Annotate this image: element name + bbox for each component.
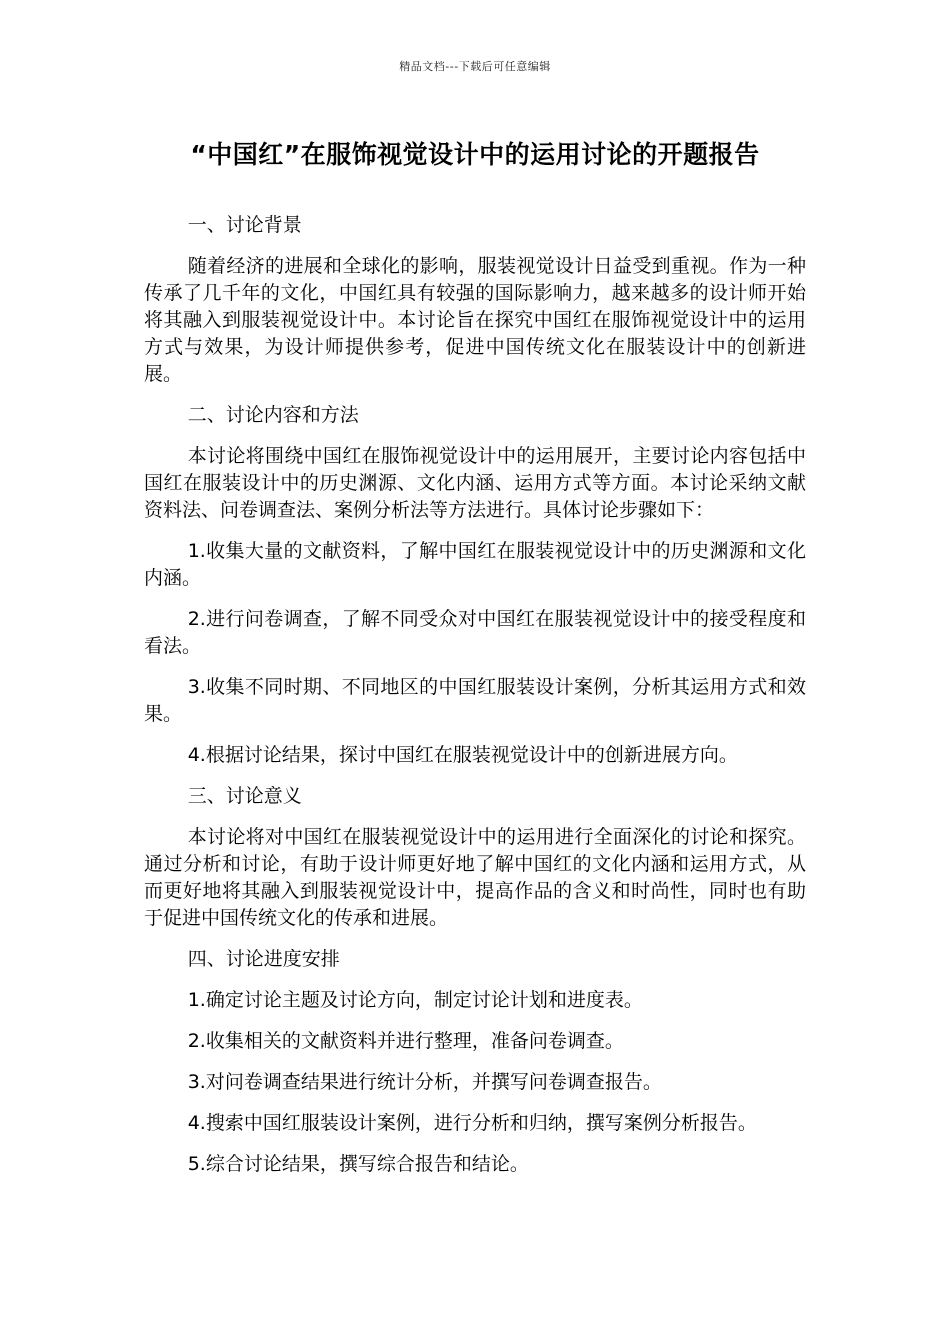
step-item: 2.进行问卷调查，了解不同受众对中国红在服装视觉设计中的接受程度和看法。	[144, 608, 806, 657]
document-body	[144, 212, 806, 1192]
step-item: 3.收集不同时期、不同地区的中国红服装设计案例，分析其运用方式和效果。	[144, 676, 806, 725]
paragraph-background: 随着经济的进展和全球化的影响，服装视觉设计日益受到重视。作为一种传承了几千年的文化，中国红具有较强的国际影响力，越来越多的设计师开始将其融入到服装视觉设计中。本讨论旨在探究中国红在服饰视觉设计中的运用方式与效果，为设计师提供参考，促进中国传统文化在服装设计中的创新进展。	[144, 255, 806, 385]
schedule-item: 5.综合讨论结果，撰写综合报告和结论。	[187, 1153, 529, 1175]
paragraph-significance: 本讨论将对中国红在服装视觉设计中的运用进行全面深化的讨论和探究。通过分析和讨论，有助于设计师更好地了解中国红的文化内涵和运用方式，从而更好地将其融入到服装视觉设计中，提高作品的含义和时尚性，同时也有助于促进中国传统文化的传承和进展。	[144, 826, 806, 929]
section-heading-background: 一、讨论背景	[187, 214, 302, 236]
schedule-item: 3.对问卷调查结果进行统计分析，并撰写问卷调查报告。	[187, 1071, 662, 1093]
schedule-item: 1.确定讨论主题及讨论方向，制定讨论计划和进度表。	[187, 989, 643, 1011]
document-title: “中国红”在服饰视觉设计中的运用讨论的开题报告	[190, 140, 760, 169]
step-item: 1.收集大量的文献资料，了解中国红在服装视觉设计中的历史渊源和文化内涵。	[144, 540, 806, 589]
section-heading-significance: 三、讨论意义	[187, 785, 302, 807]
section-heading-schedule: 四、讨论进度安排	[187, 948, 340, 970]
step-item: 4.根据讨论结果，探讨中国红在服装视觉设计中的创新进展方向。	[187, 744, 738, 766]
schedule-item: 2.收集相关的文献资料并进行整理，准备问卷调查。	[187, 1030, 624, 1052]
schedule-item: 4.搜索中国红服装设计案例，进行分析和归纳，撰写案例分析报告。	[187, 1112, 757, 1134]
paragraph-content: 本讨论将围绕中国红在服饰视觉设计中的运用展开，主要讨论内容包括中国红在服装设计中的历史渊源、文化内涵、运用方式等方面。本讨论采纳文献资料法、问卷调查法、案例分析法等方法进行。具体讨论步骤如下：	[144, 445, 806, 521]
header-note: 精品文档---下载后可任意编辑	[399, 60, 551, 73]
section-heading-content: 二、讨论内容和方法	[187, 404, 359, 426]
